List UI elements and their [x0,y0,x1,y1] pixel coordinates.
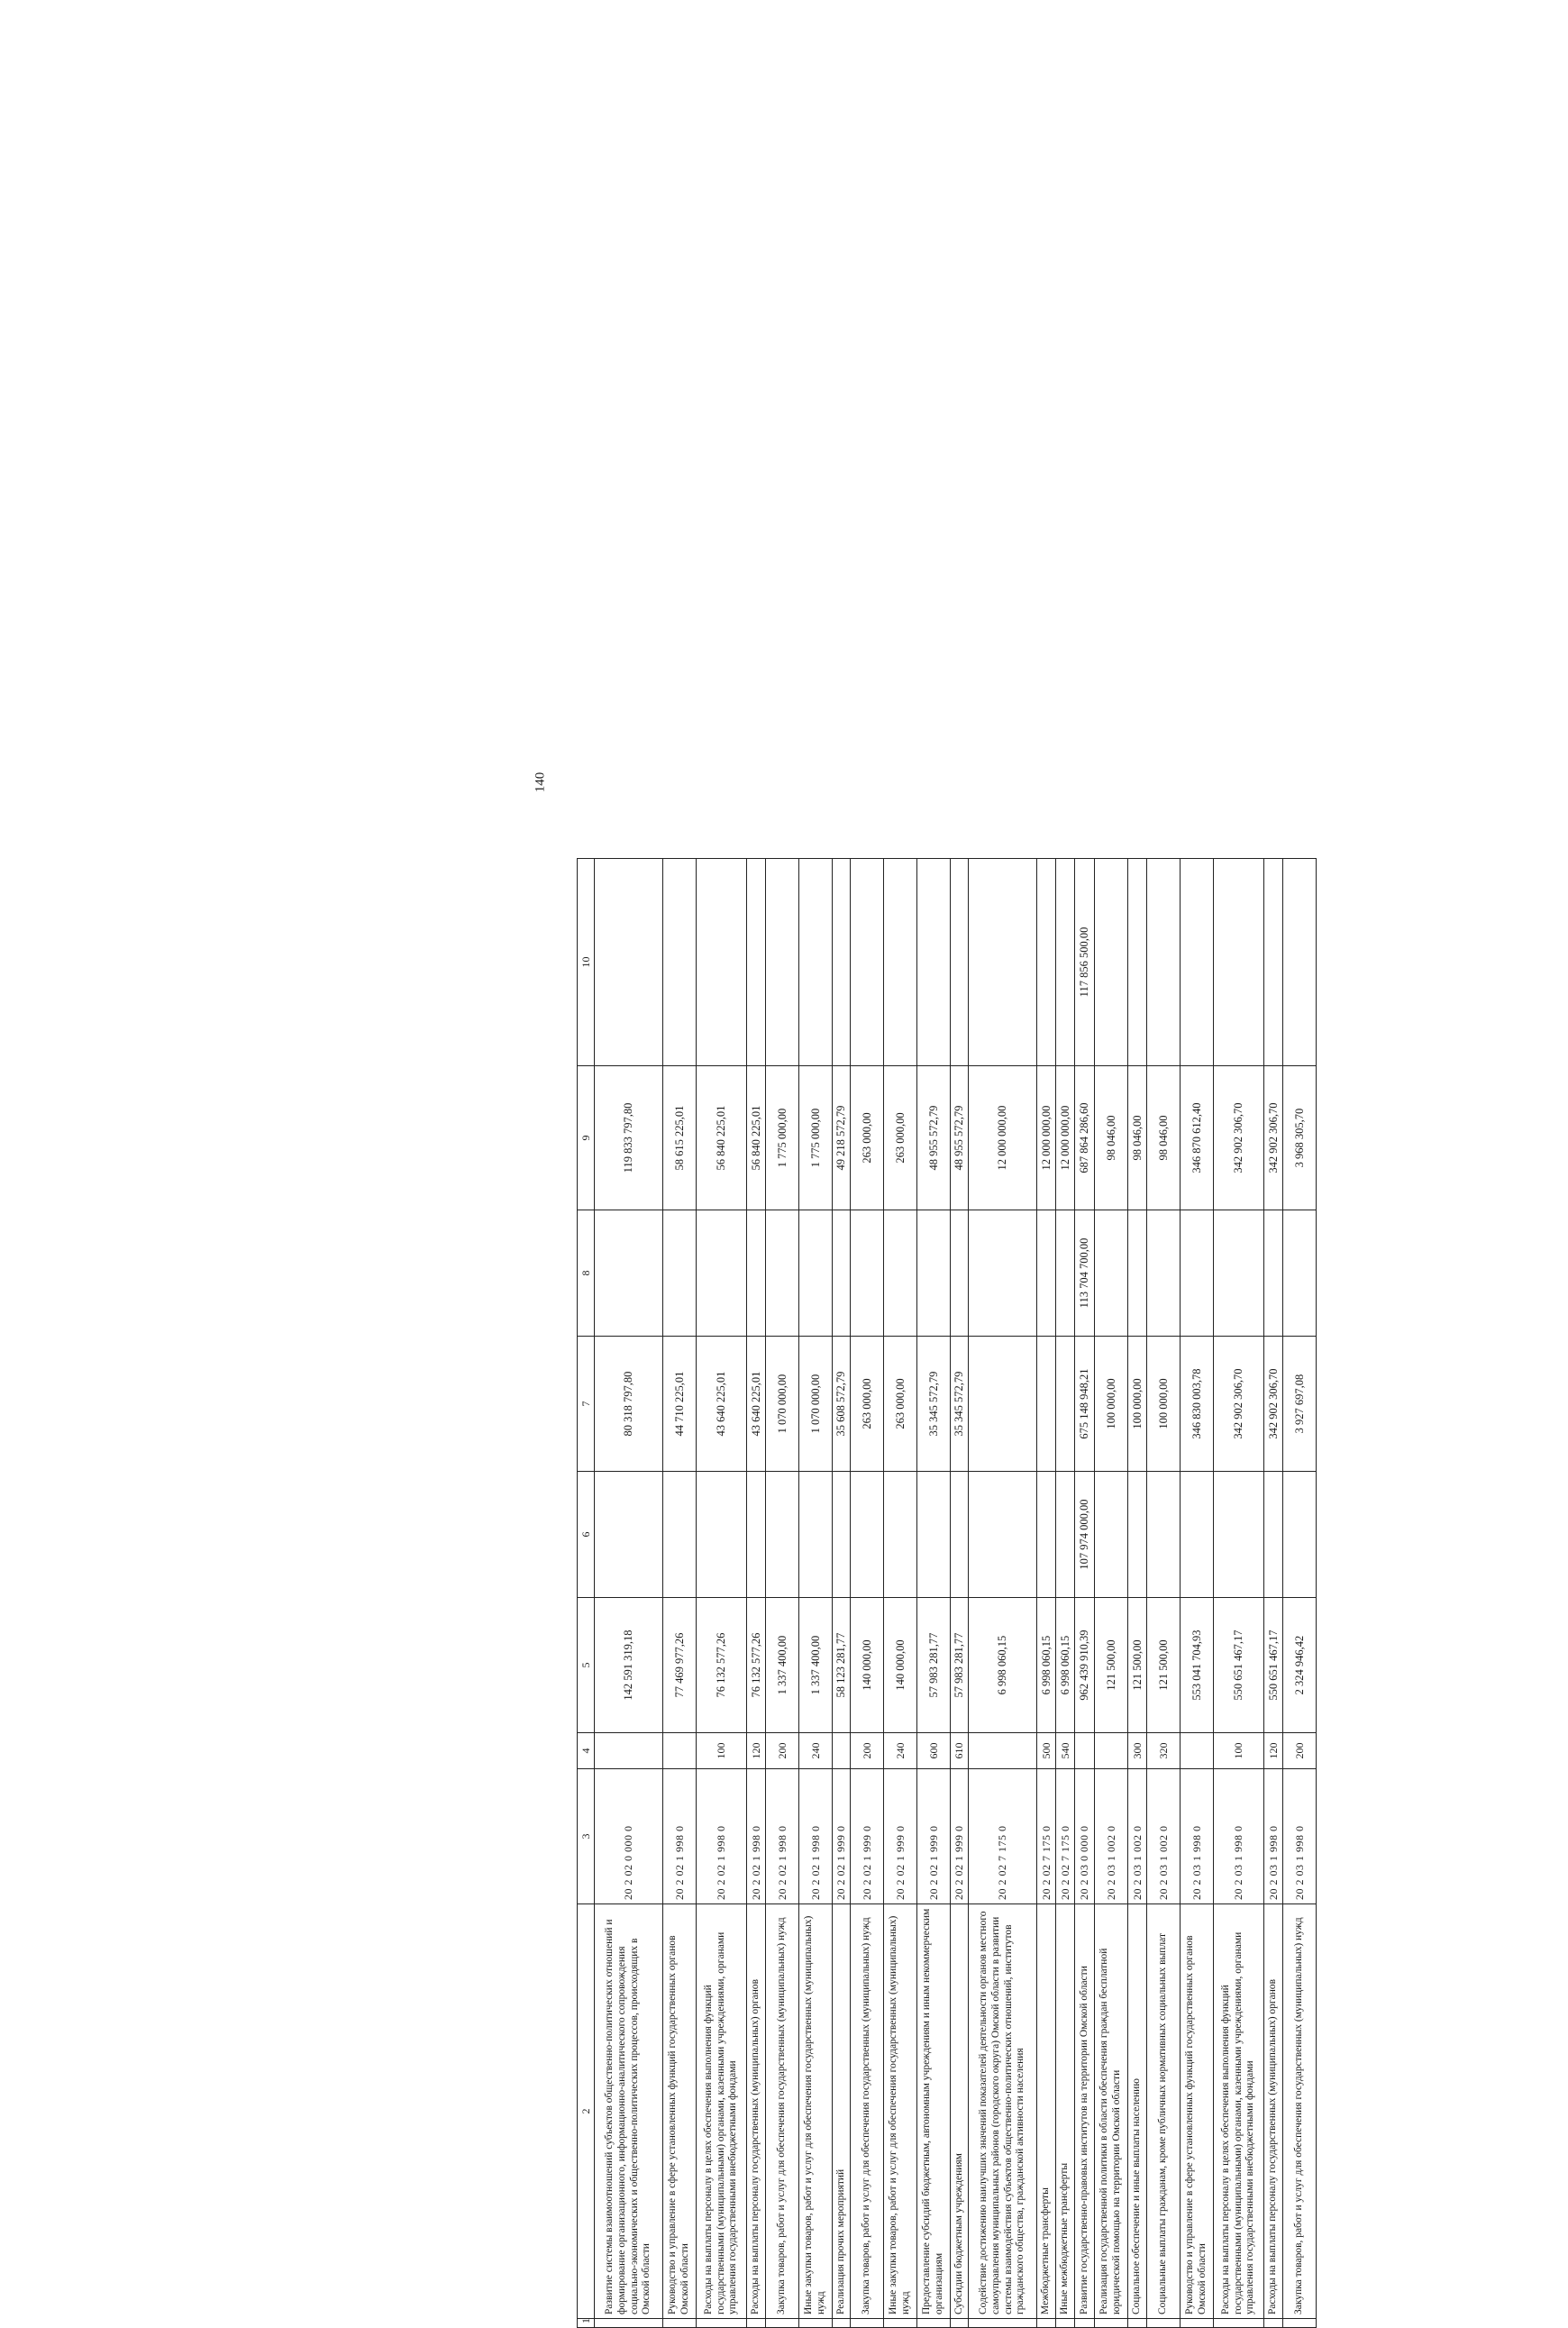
amount-cell: 56 840 225,01 [747,1066,766,1210]
amount-cell [1037,1472,1056,1598]
row-num-cell [1283,2319,1317,2328]
item-name-cell: Развитие системы взаимоотношений субъектов общественно-политических отношений и формирование организационного, информационно-аналитического сопровождения социально-экономических и общественно-политических процессов, происходящих в Омской области [595,1904,663,2319]
table-row [1264,859,1283,2328]
amount-cell: 35 345 572,79 [917,1337,951,1472]
header-cell: 1 [578,2319,595,2328]
code-cell: 20 2 02 1 999 0 [833,1769,851,1904]
amount-cell: 76 132 577,26 [747,1598,766,1733]
amount-cell [917,859,951,1066]
amount-cell [851,1472,884,1598]
code-cell: 20 2 02 1 999 0 [884,1769,917,1904]
header-cell: 9 [578,1066,595,1210]
table-row [833,859,851,2328]
kvr-cell: 600 [917,1733,951,1769]
row-num-cell [1264,2319,1283,2328]
amount-cell: 1 337 400,00 [799,1598,833,1733]
amount-cell [969,1337,1037,1472]
amount-cell: 263 000,00 [884,1066,917,1210]
amount-cell: 119 833 797,80 [595,1066,663,1210]
amount-cell: 98 046,00 [1147,1066,1181,1210]
kvr-cell [833,1733,851,1769]
amount-cell: 263 000,00 [851,1337,884,1472]
kvr-cell: 100 [697,1733,747,1769]
amount-cell: 58 123 281,77 [833,1598,851,1733]
code-cell: 20 2 02 7 175 0 [1037,1769,1056,1904]
kvr-cell [595,1733,663,1769]
code-cell: 20 2 03 1 998 0 [1181,1769,1214,1904]
amount-cell: 113 704 700,00 [1075,1210,1095,1337]
table-row [1056,859,1075,2328]
kvr-cell: 200 [851,1733,884,1769]
item-name-cell: Иные закупки товаров, работ и услуг для обеспечения государственных (муниципальных) нужд [799,1904,833,2319]
code-cell: 20 2 03 0 000 0 [1075,1769,1095,1904]
amount-cell [595,859,663,1066]
row-num-cell [1181,2319,1214,2328]
table-body [595,859,1317,2328]
row-num-cell [1056,2319,1075,2328]
amount-cell: 346 870 612,40 [1181,1066,1214,1210]
code-cell: 20 2 03 1 002 0 [1095,1769,1128,1904]
amount-cell [1095,859,1128,1066]
amount-cell: 98 046,00 [1128,1066,1147,1210]
amount-cell: 342 902 306,70 [1214,1337,1264,1472]
amount-cell: 1 775 000,00 [799,1066,833,1210]
amount-cell [1037,859,1056,1066]
amount-cell [884,1472,917,1598]
amount-cell [747,859,766,1066]
row-num-cell [663,2319,697,2328]
amount-cell: 35 345 572,79 [951,1337,969,1472]
code-cell: 20 2 03 1 998 0 [1214,1769,1264,1904]
item-name-cell: Расходы на выплаты персоналу государственных (муниципальных) органов [747,1904,766,2319]
amount-cell: 80 318 797,80 [595,1337,663,1472]
kvr-cell: 200 [766,1733,799,1769]
kvr-cell: 610 [951,1733,969,1769]
table-row [851,859,884,2328]
amount-cell [1056,1337,1075,1472]
code-cell: 20 2 03 1 002 0 [1147,1769,1181,1904]
table-row [917,859,951,2328]
amount-cell [951,859,969,1066]
amount-cell: 263 000,00 [884,1337,917,1472]
code-cell: 20 2 02 7 175 0 [1056,1769,1075,1904]
row-num-cell [747,2319,766,2328]
amount-cell [884,1210,917,1337]
amount-cell [1181,1210,1214,1337]
amount-cell [766,1210,799,1337]
row-num-cell [595,2319,663,2328]
code-cell: 20 2 02 1 999 0 [951,1769,969,1904]
amount-cell: 263 000,00 [851,1066,884,1210]
item-name-cell: Развитие государственно-правовых институтов на территории Омской области [1075,1904,1095,2319]
amount-cell [1147,859,1181,1066]
amount-cell: 342 902 306,70 [1264,1066,1283,1210]
kvr-cell: 540 [1056,1733,1075,1769]
code-cell: 20 2 03 1 998 0 [1264,1769,1283,1904]
amount-cell: 49 218 572,79 [833,1066,851,1210]
amount-cell: 100 000,00 [1128,1337,1147,1472]
row-num-cell [1214,2319,1264,2328]
row-num-cell [851,2319,884,2328]
amount-cell [1283,1210,1317,1337]
header-cell: 2 [578,1904,595,2319]
kvr-cell: 500 [1037,1733,1056,1769]
amount-cell [951,1472,969,1598]
amount-cell [595,1210,663,1337]
amount-cell: 342 902 306,70 [1264,1337,1283,1472]
amount-cell: 342 902 306,70 [1214,1066,1264,1210]
amount-cell: 2 324 946,42 [1283,1598,1317,1733]
amount-cell [833,1472,851,1598]
amount-cell: 48 955 572,79 [917,1066,951,1210]
amount-cell [663,1210,697,1337]
item-name-cell: Межбюджетные трансферты [1037,1904,1056,2319]
item-name-cell: Иные межбюджетные трансферты [1056,1904,1075,2319]
amount-cell [917,1472,951,1598]
kvr-cell: 120 [1264,1733,1283,1769]
amount-cell [951,1210,969,1337]
code-cell: 20 2 02 1 998 0 [747,1769,766,1904]
amount-cell: 553 041 704,93 [1181,1598,1214,1733]
amount-cell [969,1472,1037,1598]
amount-cell: 140 000,00 [884,1598,917,1733]
table-row [1075,859,1095,2328]
table-row [884,859,917,2328]
amount-cell [1037,1210,1056,1337]
code-cell: 20 2 02 1 999 0 [851,1769,884,1904]
kvr-cell [1095,1733,1128,1769]
table-row [697,859,747,2328]
amount-cell [1264,1210,1283,1337]
row-num-cell [799,2319,833,2328]
amount-cell [851,859,884,1066]
table-row [1037,859,1056,2328]
amount-cell: 6 998 060,15 [1056,1598,1075,1733]
row-num-cell [917,2319,951,2328]
header-cell: 7 [578,1337,595,1472]
amount-cell: 44 710 225,01 [663,1337,697,1472]
amount-cell [851,1210,884,1337]
kvr-cell: 120 [747,1733,766,1769]
table-row [1095,859,1128,2328]
header-cell: 10 [578,859,595,1066]
amount-cell: 35 608 572,79 [833,1337,851,1472]
row-num-cell [1147,2319,1181,2328]
amount-cell [697,1210,747,1337]
row-num-cell [1095,2319,1128,2328]
amount-cell: 6 998 060,15 [969,1598,1037,1733]
header-cell: 8 [578,1210,595,1337]
code-cell: 20 2 02 1 998 0 [663,1769,697,1904]
kvr-cell: 200 [1283,1733,1317,1769]
item-name-cell: Расходы на выплаты персоналу государственных (муниципальных) органов [1264,1904,1283,2319]
amount-cell [766,859,799,1066]
header-cell: 3 [578,1769,595,1904]
amount-cell [1147,1472,1181,1598]
header-cell: 5 [578,1598,595,1733]
amount-cell: 100 000,00 [1095,1337,1128,1472]
amount-cell: 1 070 000,00 [766,1337,799,1472]
amount-cell [884,859,917,1066]
code-cell: 20 2 02 1 999 0 [917,1769,951,1904]
amount-cell [1214,859,1264,1066]
amount-cell [1283,1472,1317,1598]
table-row [1128,859,1147,2328]
amount-cell [1147,1210,1181,1337]
amount-cell [1128,1210,1147,1337]
kvr-cell: 240 [884,1733,917,1769]
amount-cell: 550 651 467,17 [1214,1598,1264,1733]
amount-cell: 12 000 000,00 [1037,1066,1056,1210]
amount-cell: 77 469 977,26 [663,1598,697,1733]
item-name-cell: Закупка товаров, работ и услуг для обеспечения государственных (муниципальных) нужд [1283,1904,1317,2319]
amount-cell: 43 640 225,01 [747,1337,766,1472]
amount-cell: 142 591 319,18 [595,1598,663,1733]
amount-cell: 12 000 000,00 [969,1066,1037,1210]
row-num-cell [833,2319,851,2328]
row-num-cell [1037,2319,1056,2328]
amount-cell: 12 000 000,00 [1056,1066,1075,1210]
header-row [578,859,595,2328]
amount-cell [1037,1337,1056,1472]
amount-cell [663,859,697,1066]
amount-cell [1056,1472,1075,1598]
kvr-cell: 300 [1128,1733,1147,1769]
amount-cell: 58 615 225,01 [663,1066,697,1210]
kvr-cell [1181,1733,1214,1769]
item-name-cell: Руководство и управление в сфере установленных функций государственных органов Омской области [1181,1904,1214,2319]
amount-cell: 107 974 000,00 [1075,1472,1095,1598]
amount-cell [799,1472,833,1598]
table-row [1283,859,1317,2328]
amount-cell: 550 651 467,17 [1264,1598,1283,1733]
kvr-cell [1075,1733,1095,1769]
page-number: 140 [533,771,548,793]
amount-cell: 346 830 003,78 [1181,1337,1214,1472]
item-name-cell: Руководство и управление в сфере установленных функций государственных органов Омской области [663,1904,697,2319]
amount-cell [1264,1472,1283,1598]
amount-cell: 100 000,00 [1147,1337,1181,1472]
amount-cell [1095,1472,1128,1598]
amount-cell [1214,1472,1264,1598]
amount-cell: 57 983 281,77 [951,1598,969,1733]
amount-cell [1283,859,1317,1066]
item-name-cell: Субсидии бюджетным учреждениям [951,1904,969,2319]
code-cell: 20 2 02 1 998 0 [766,1769,799,1904]
amount-cell [1128,1472,1147,1598]
code-cell: 20 2 03 1 998 0 [1283,1769,1317,1904]
header-cell: 6 [578,1472,595,1598]
amount-cell: 76 132 577,26 [697,1598,747,1733]
header-cell: 4 [578,1733,595,1769]
amount-cell [833,859,851,1066]
table-row [951,859,969,2328]
table-row [799,859,833,2328]
amount-cell [663,1472,697,1598]
amount-cell: 57 983 281,77 [917,1598,951,1733]
amount-cell [969,859,1037,1066]
amount-cell [1128,859,1147,1066]
kvr-cell: 320 [1147,1733,1181,1769]
row-num-cell [951,2319,969,2328]
amount-cell [697,859,747,1066]
amount-cell: 1 337 400,00 [766,1598,799,1733]
code-cell: 20 2 03 1 002 0 [1128,1769,1147,1904]
amount-cell: 6 998 060,15 [1037,1598,1056,1733]
amount-cell: 98 046,00 [1095,1066,1128,1210]
amount-cell [799,1210,833,1337]
amount-cell: 675 148 948,21 [1075,1337,1095,1472]
table-row [595,859,663,2328]
item-name-cell: Реализация прочих мероприятий [833,1904,851,2319]
row-num-cell [1075,2319,1095,2328]
amount-cell: 1 070 000,00 [799,1337,833,1472]
amount-cell: 140 000,00 [851,1598,884,1733]
amount-cell: 962 439 910,39 [1075,1598,1095,1733]
item-name-cell: Закупка товаров, работ и услуг для обеспечения государственных (муниципальных) нужд [766,1904,799,2319]
item-name-cell: Иные закупки товаров, работ и услуг для обеспечения государственных (муниципальных) нужд [884,1904,917,2319]
item-name-cell: Закупка товаров, работ и услуг для обеспечения государственных (муниципальных) нужд [851,1904,884,2319]
row-num-cell [1128,2319,1147,2328]
row-num-cell [766,2319,799,2328]
amount-cell: 43 640 225,01 [697,1337,747,1472]
row-num-cell [884,2319,917,2328]
table-row [1181,859,1214,2328]
table-row [1214,859,1264,2328]
amount-cell: 121 500,00 [1095,1598,1128,1733]
kvr-cell [663,1733,697,1769]
item-name-cell: Расходы на выплаты персоналу в целях обеспечения выполнения функций государственными (муниципальными) органами, казенными учреждениями, органами управления государственными внебюджетными фондами [697,1904,747,2319]
item-name-cell: Социальные выплаты гражданам, кроме публичных нормативных социальных выплат [1147,1904,1181,2319]
table-row [663,859,697,2328]
code-cell: 20 2 02 7 175 0 [969,1769,1037,1904]
code-cell: 20 2 02 0 000 0 [595,1769,663,1904]
amount-cell: 3 968 305,70 [1283,1066,1317,1210]
table-row [1147,859,1181,2328]
code-cell: 20 2 02 1 998 0 [799,1769,833,1904]
row-num-cell [697,2319,747,2328]
amount-cell [969,1210,1037,1337]
amount-cell [697,1472,747,1598]
amount-cell: 687 864 286,60 [1075,1066,1095,1210]
amount-cell: 117 856 500,00 [1075,859,1095,1066]
amount-cell: 48 955 572,79 [951,1066,969,1210]
budget-table [577,858,1317,2328]
amount-cell: 3 927 697,08 [1283,1337,1317,1472]
item-name-cell: Реализация государственной политики в области обеспечения граждан бесплатной юридической помощью на территории Омской области [1095,1904,1128,2319]
item-name-cell: Предоставление субсидий бюджетным, автономным учреждениям и иным некоммерческим организациям [917,1904,951,2319]
table-row [766,859,799,2328]
amount-cell: 121 500,00 [1147,1598,1181,1733]
amount-cell [799,859,833,1066]
amount-cell [1056,1210,1075,1337]
amount-cell [1181,1472,1214,1598]
kvr-cell [969,1733,1037,1769]
row-num-cell [969,2319,1037,2328]
code-cell: 20 2 02 1 998 0 [697,1769,747,1904]
amount-cell [766,1472,799,1598]
amount-cell: 1 775 000,00 [766,1066,799,1210]
rotated-sheet [577,859,1568,2328]
amount-cell [1214,1210,1264,1337]
table-row [969,859,1037,2328]
item-name-cell: Содействие достижению наилучших значений показателей деятельности органов местного самоуправления муниципальных районов (городского округа) Омской области в развитии системы взаимодействия субъектов общественно-политических отношений, институтов гражданского общества, гражданской активности населения [969,1904,1037,2319]
amount-cell [1181,859,1214,1066]
amount-cell [1095,1210,1128,1337]
amount-cell: 56 840 225,01 [697,1066,747,1210]
amount-cell [747,1472,766,1598]
amount-cell [595,1472,663,1598]
kvr-cell: 240 [799,1733,833,1769]
amount-cell [917,1210,951,1337]
amount-cell [1264,859,1283,1066]
item-name-cell: Социальное обеспечение и иные выплаты населению [1128,1904,1147,2319]
amount-cell [747,1210,766,1337]
amount-cell: 121 500,00 [1128,1598,1147,1733]
table-row [747,859,766,2328]
amount-cell [1056,859,1075,1066]
amount-cell [833,1210,851,1337]
item-name-cell: Расходы на выплаты персоналу в целях обеспечения выполнения функций государственными (муниципальными) органами, казенными учреждениями, органами управления государственными внебюджетными фондами [1214,1904,1264,2319]
kvr-cell: 100 [1214,1733,1264,1769]
